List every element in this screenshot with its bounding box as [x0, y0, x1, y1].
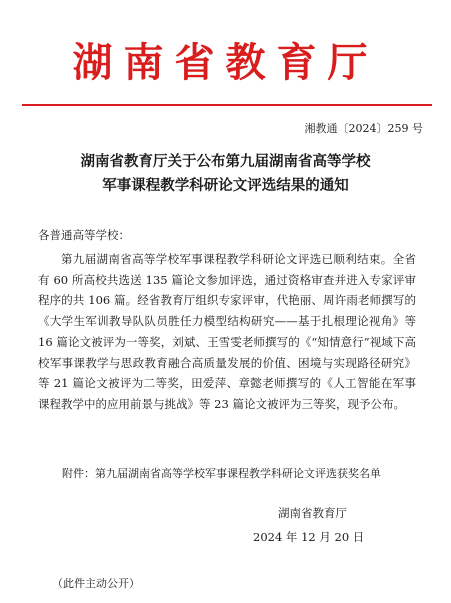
publicity-note: （此件主动公开）	[52, 577, 140, 590]
document-title	[0, 150, 451, 198]
body-text	[38, 249, 416, 415]
attachment-note: 附件：第九届湖南省高等学校军事课程教学科研论文评选获奖名单	[62, 467, 381, 480]
red-header-rule	[22, 104, 432, 106]
salutation: 各普通高等学校：	[38, 228, 130, 242]
title-line-1: 湖南省教育厅关于公布第九届湖南省高等学校	[80, 153, 371, 170]
title-line-2: 军事课程教学科研论文评选结果的通知	[102, 177, 349, 194]
signature-date: 2024 年 12 月 20 日	[253, 530, 365, 544]
signature-issuer: 湖南省教育厅	[278, 506, 347, 520]
document-number: 湘教通〔2024〕259 号	[304, 122, 423, 135]
issuing-authority-header: 湖南省教育厅	[72, 39, 379, 86]
body-paragraph: 第九届湖南省高等学校军事课程教学科研论文评选已顺利结束。全省有 60 所高校共选送 135 篇论文参加评选，通过资格审查并进入专家评审程序的共 106 篇。经省教育厅组织专家评审，代艳丽、周许雨老师撰写的《大学生军训教导队队员胜任力模型结构研究——基于扎根理论视角》等 16 篇论文被评为一等奖，刘斌、王雪雯老师撰写的《“知情意行”视域下高校军事课教学与思政教育融合高质量发展的价值、困境与实现路径研究》等 21 篇论文被评为二等奖，田爱萍、章懿老师撰写的《人工智能在军事课程教学中的应用前景与挑战》等 23 篇论文被评为三等奖，现予公布。	[38, 252, 416, 411]
